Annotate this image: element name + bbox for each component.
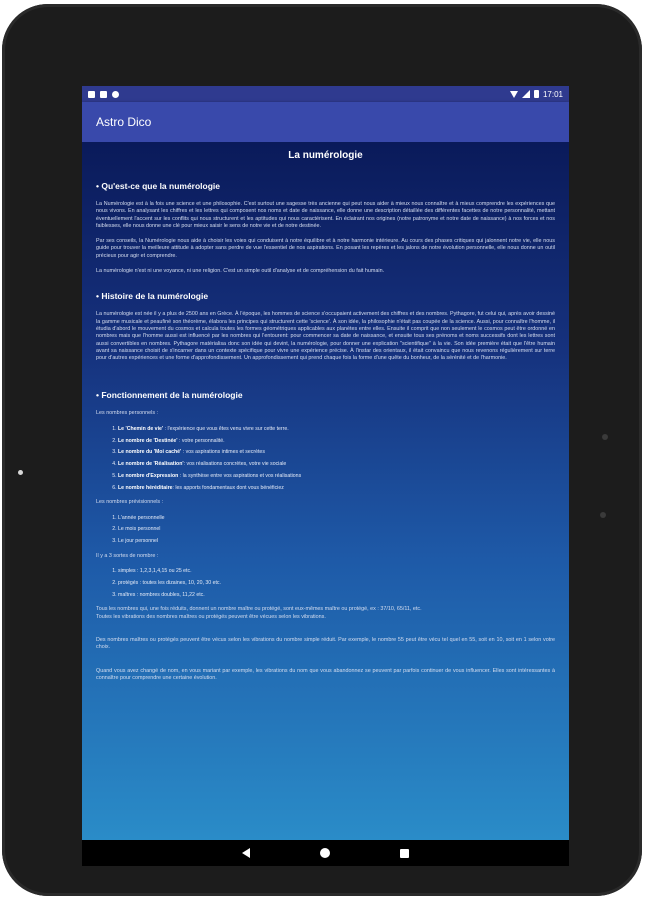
wifi-icon: [510, 91, 518, 98]
number-kinds-list: [118, 568, 555, 598]
status-time: 17:01: [542, 89, 563, 99]
section-heading-history: • Histoire de la numérologie: [96, 291, 209, 302]
sync-icon: [112, 91, 119, 98]
list-item: 3. Le nombre du 'Moi caché' : vos aspirations intimes et secrètes: [118, 449, 555, 456]
personal-numbers-intro: Les nombres personnels :: [96, 410, 159, 417]
paragraph: Des nombres maîtres ou protégés peuvent être vécus selon les vibrations du nombre simple réduit. Par exemple, le nombre 55 peut être vécu tel quel en 55, soit en 10, soit en 1 selon votre choix.: [96, 636, 555, 651]
app-bar: [82, 102, 569, 142]
paragraph: Quand vous avez changé de nom, en vous mariant par exemple, les vibrations du nom que vous abandonnez se peuvent par parfois continuer de vous influencer. Elles sont intéressantes à connaître pour comprendre une certaine évolution.: [96, 667, 555, 681]
forecast-numbers-intro: Les nombres prévisionnels :: [96, 499, 164, 506]
notification-icon: [88, 91, 95, 98]
navigation-bar: [82, 840, 569, 866]
list-item: 1. L'année personnelle: [118, 515, 555, 522]
side-camera-dot: [602, 434, 608, 440]
home-icon[interactable]: [320, 848, 330, 858]
paragraph: Toutes les vibrations des nombres maîtres ou protégés peuvent être vécues selon les vibrations.: [96, 613, 326, 620]
side-sensor-dot: [600, 512, 606, 518]
list-item: 1. simples : 1,2,3,1,4,15 ou 25 etc.: [118, 568, 555, 575]
tablet-frame: [2, 4, 642, 896]
paragraph: La Numérologie est à la fois une science et une philosophie. C'est surtout une sagesse très ancienne qui peut nous aider à mieux nous connaître et à mieux comprendre les expériences que nous vivons. En analysant les chiffres et les lettres qui composent nos noms et date de naissance, elle donne une description détaillée des différentes facettes de notre personnalité, mettant éventuellement l'accent sur les conflits qui nous structurent et les aptitudes qui nous caractérisent. En éclairant nos origines (notre patronyme et notre date de naissance) à nos forces et nos faiblesses, elle nous donne une clé pour mieux saisir le sens de notre vie et de notre destinée.: [96, 201, 555, 229]
signal-icon: [522, 90, 530, 98]
section-heading-what: • Qu'est-ce que la numérologie: [96, 181, 221, 191]
list-item: 6. Le nombre héréditaire: les apports fondamentaux dont vous bénéficiez: [118, 485, 555, 492]
personal-numbers-list: [118, 426, 555, 492]
paragraph: Tous les nombres qui, une fois réduits, donnent un nombre maître ou protégé, sont eux-mêmes maître ou protégé, ex : 37/10, 65/11, etc.: [96, 606, 422, 613]
article-scroll-area[interactable]: [82, 142, 569, 840]
paragraph: La numérologie est née il y a plus de 2500 ans en Grèce. À l'époque, les hommes de science s'occupaient activement des chiffres et des nombres. Pythagore, fut celui qui, après avoir dessiné la gamme musicale et peaufiné son théorème, élabora les principes qui structurent cette 'science'. À son idée, la philosophie n'était pas coupée de la science. Aussi, pour connaître l'homme, il étudia d'abord le mouvement du cosmos et calcula toutes les formes géométriques applicables aux planètes entre elles. Ensuite il comprit que non seulement le cosmos peut être ordonné en nombres mais que l'homme aussi est influencé par les nombres qui l'entourent: pour commencer sa date de naissance, et ensuite tous ses prénoms et noms successifs dont les lettres sont aussi convertibles en nombres. Pythagore matérialisa donc son idée qui devint, la numérologie, pour donner une explication "scientifique" à la vie. Son idée première était que l'être humain avant sa naissance choisit de s'incarner dans un contexte spécifique pour vivre une expérience précise. À l'instar des orientaux, il était convaincu que nous revenons régulièrement sur terre pour d'autres expériences et une forme d'approfondissement. Un approfondissement qui prend chaque fois la forme d'une quête du bonheur, de la sérénité et de l'harmonie.: [96, 311, 555, 362]
list-item: 4. Le nombre de 'Réalisation': vos réalisations concrètes, votre vie sociale: [118, 461, 555, 468]
article-title: La numérologie: [288, 150, 363, 161]
list-item: 5. Le nombre d'Expression : la synthèse entre vos aspirations et vos réalisations: [118, 473, 555, 480]
sensor-dot: [18, 470, 23, 475]
battery-icon: [534, 90, 539, 98]
section-heading-functioning: • Fonctionnement de la numérologie: [96, 390, 243, 401]
paragraph: Par ses conseils, la Numérologie nous aide à choisir les voies qui conduisent à notre équilibre et à notre harmonie intérieure. Au cours des phases critiques qui jalonnent notre vie, elle nous guide pour trouver la meilleure attitude à adopter sans perdre de vue l'essentiel de nos aspirations. En posant les repères et les jalons de notre évolution personnelle, elle nous donne un outil précieux pour agir et comprendre.: [96, 238, 555, 259]
number-kinds-intro: Il y a 3 sortes de nombre :: [96, 552, 159, 559]
list-item: 2. Le mois personnel: [118, 526, 555, 533]
recent-apps-icon[interactable]: [400, 849, 409, 858]
device-screen: [82, 86, 569, 866]
back-icon[interactable]: [242, 848, 250, 858]
list-item: 3. maîtres : nombres doubles, 11,22 etc.: [118, 592, 555, 599]
list-item: 2. protégés : toutes les dizaines, 10, 20, 30 etc.: [118, 580, 555, 587]
sd-card-icon: [100, 91, 107, 98]
list-item: 3. Le jour personnel: [118, 538, 555, 545]
status-bar: [82, 86, 569, 102]
list-item: 1. Le 'Chemin de vie' : l'expérience que vous êtes venu vivre sur cette terre.: [118, 426, 555, 433]
list-item: 2. Le nombre de 'Destinée' : votre personnalité.: [118, 438, 555, 445]
forecast-numbers-list: [118, 515, 555, 545]
app-title: Astro Dico: [96, 115, 152, 129]
paragraph: La numérologie n'est ni une voyance, ni une religion. C'est un simple outil d'analyse et de compréhension du fait humain.: [96, 268, 385, 275]
